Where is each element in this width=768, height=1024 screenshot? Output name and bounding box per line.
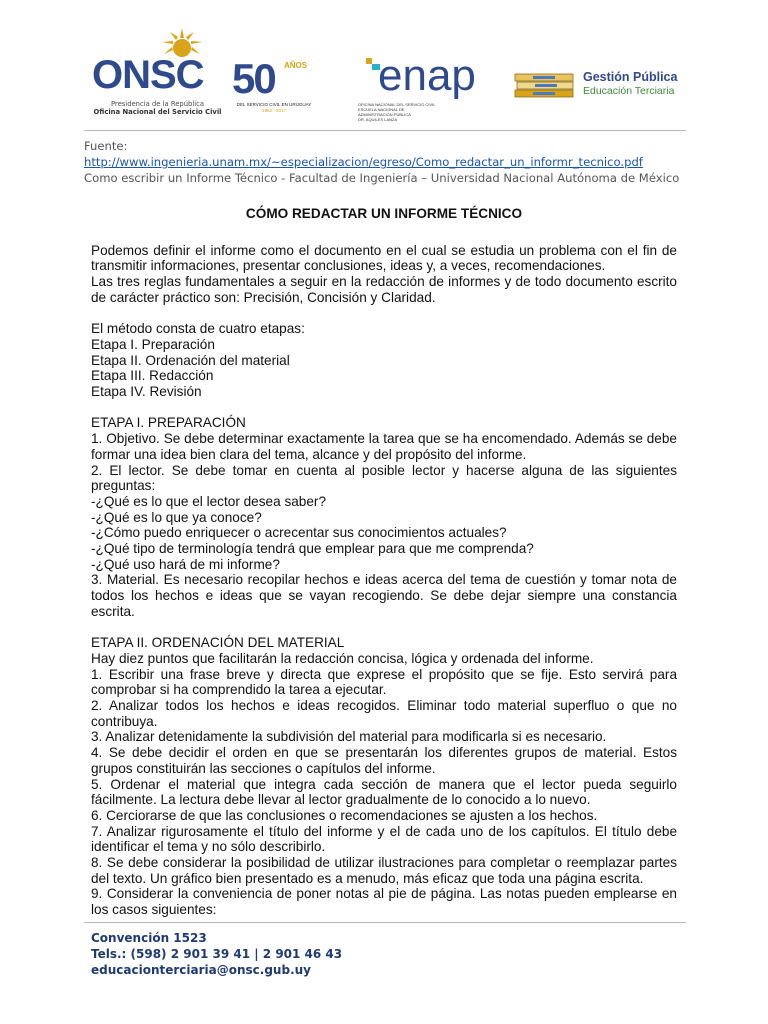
onsc-sun-icon [90,28,225,100]
question-item: -¿Cómo puedo enriquecer o acrecentar sus conocimientos actuales? [91,525,507,541]
method-intro: El método consta de cuatro etapas: [91,321,305,337]
source-description: Como escribir un Informe Técnico - Facultad de Ingeniería – Universidad Nacional Autónoma de México [84,171,680,185]
document-body [91,200,677,918]
section-2-intro: Hay diez puntos que facilitarán la redacción concisa, lógica y ordenada del informe. [91,650,594,666]
footer-contact [91,930,342,978]
numbered-item: 6. Cerciorarse de que las conclusiones o recomendaciones se ajusten a los hechos. [91,807,598,823]
fifty-anos: AÑOS [284,61,308,70]
section-heading-2: ETAPA II. ORDENACIÓN DEL MATERIAL [91,635,345,651]
footer-address: Convención 1523 [91,931,207,945]
educacion-terciaria-title: Educación Terciaria [583,85,675,97]
header-divider [84,130,686,131]
stage-list-item: Etapa III. Redacción [91,368,214,384]
source-citation [84,138,684,186]
numbered-item: 3. Analizar detenidamente la subdivisión del material para modificarla si es necesario. [91,729,607,745]
fifty-subtitle: DEL SERVICIO CIVIL EN URUGUAY [236,102,312,107]
question-item: -¿Qué es lo que ya conoce? [91,509,262,525]
document-title: CÓMO REDACTAR UN INFORME TÉCNICO [245,206,523,221]
numbered-item: 5. Ordenar el material que integra cada sección de manera que el lector pueda seguirlo fácilmente. La lectura debe llevar al lector gradualmente de lo conocido a lo nuevo. [91,776,677,808]
numbered-item: 9. Considerar la conveniencia de poner notas al pie de página. Las notas pueden emplearse en los casos siguientes: [91,886,677,918]
source-line [84,138,684,170]
numbered-item: 8. Se debe considerar la posibilidad de utilizar ilustraciones para completar o reemplazar partes del texto. Un gráfico bien presentado es a menudo, más eficaz que toda una página escrita. [91,855,677,886]
footer-divider [84,922,686,923]
enap-subtitle-line1: OFICINA NACIONAL DEL SERVICIO CIVIL [358,102,436,107]
onsc-subtitle-line1: Presidencia de la República [110,100,205,108]
reader-paragraph: 2. El lector. Se debe tomar en cuenta al posible lector y hacerse alguna de las siguientes preguntas: [91,462,677,494]
footer-email[interactable]: educacionterciaria@onsc.gub.uy [91,963,311,977]
question-item: -¿Qué uso hará de mi informe? [91,556,280,572]
objective-paragraph: 1. Objetivo. Se debe determinar exactamente la tarea que se ha encomendado. Además se debe formar una idea bien clara del tema, alcance y del propósito del informe. [91,431,677,462]
intro-paragraph-1: Podemos definir el informe como el documento en el cual se estudia un problema con el fin de transmitir informaciones, presentar conclusiones, ideas y, a veces, recomendaciones. [91,242,677,274]
onsc-logo [90,28,225,120]
footer-phones: Tels.: (598) 2 901 39 41 | 2 901 46 43 [91,947,343,961]
header-logos [88,24,688,124]
question-item: -¿Qué es lo que el lector desea saber? [91,493,327,509]
stage-list-item: Etapa I. Preparación [91,336,215,352]
enap-subtitle [358,102,438,122]
gestion-publica-title: Gestión Pública [583,70,678,84]
numbered-item: 2. Analizar todos los hechos e ideas recogidos. Eliminar todo material superfluo o que no contribuya. [91,698,677,729]
numbered-item: 7. Analizar rigurosamente el título del informe y el de cada uno de los capítulos. El título debe identificar el tema y no sólo describirlo. [91,823,677,855]
onsc-wordmark: ONSC [92,53,204,97]
enap-subtitle-line4: DR. AQUILES LANZA [358,117,398,122]
fifty-years-logo [232,55,316,113]
numbered-item: 4. Se debe decidir el orden en que se presentarán los diferentes grupos de material. Estos grupos constituirán las secciones o capítulos del informe. [91,745,677,776]
enap-logo [358,52,478,122]
enap-wordmark: enap [378,51,476,100]
section-heading-1: ETAPA I. PREPARACIÓN [91,415,246,431]
stage-list-item: Etapa IV. Revisión [91,384,202,400]
stage-list-item: Etapa II. Ordenación del material [91,352,290,368]
material-paragraph: 3. Material. Es necesario recopilar hechos e ideas acerca del tema de cuestión y tomar nota de todos los hechos e ideas que se vayan recogiendo. Se debe dejar siempre una constancia escrita. [91,572,677,619]
fifty-number: 50 [232,55,275,102]
source-label: Fuente: [84,139,128,153]
intro-paragraph-2: Las tres reglas fundamentales a seguir en la redacción de informes y de todo documento escrito de carácter práctico son: Precisión, Concisión y Claridad. [91,274,677,305]
enap-subtitle-line2: ESCUELA NACIONAL DE [358,107,405,112]
onsc-subtitle-line2: Oficina Nacional del Servicio Civil [93,108,222,116]
numbered-item: 1. Escribir una frase breve y directa que exprese el propósito que se fije. Esto servirá para comprobar si ha comprendido la tarea a ejecutar. [91,666,677,698]
gestion-publica-logo [513,68,693,108]
fifty-years-range: 1962 - 2017 [261,108,287,113]
onsc-subtitle [90,100,225,116]
source-link[interactable]: http://www.ingenieria.unam.mx/~especializacion/egreso/Como_redactar_un_informr_tecnico.pdf [84,155,643,169]
question-item: -¿Qué tipo de terminología tendrá que emplear para que me comprenda? [91,541,534,557]
books-icon [513,68,577,102]
enap-subtitle-line3: ADMINISTRACIÓN PÚBLICA [358,112,411,117]
